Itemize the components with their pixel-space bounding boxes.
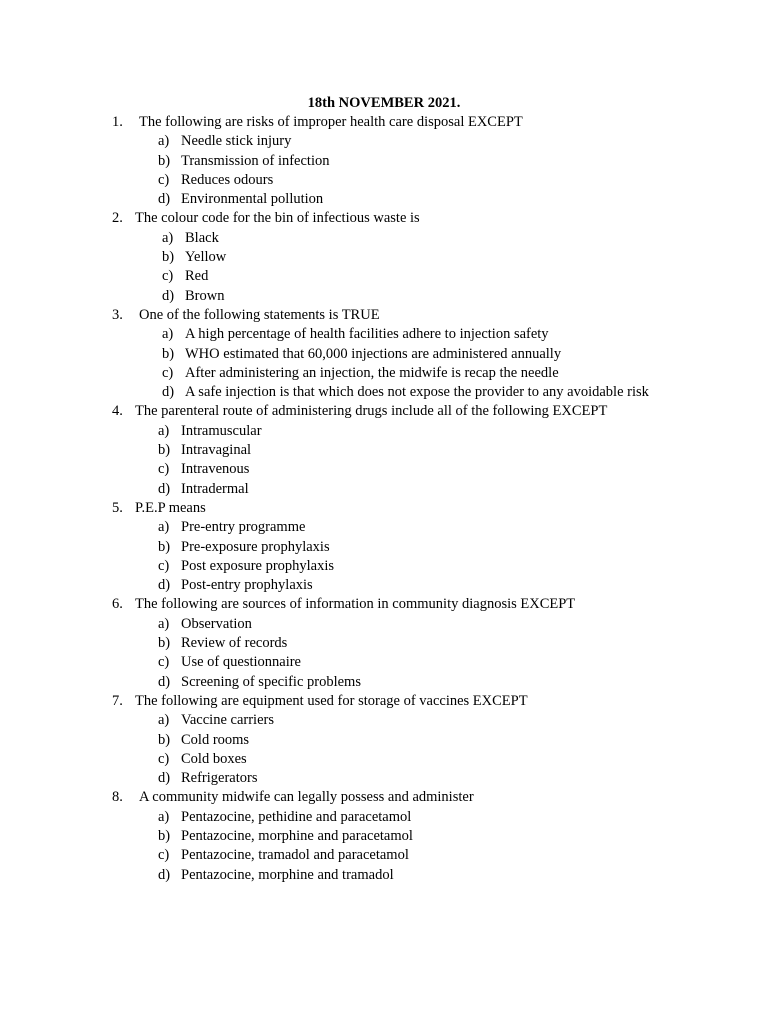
option-a: [0, 711, 768, 730]
option-letter: c): [162, 268, 174, 285]
option-letter: d): [158, 577, 171, 594]
option-letter: b): [158, 731, 171, 748]
option-text: Reduces odours: [181, 171, 274, 188]
question-5: [0, 499, 768, 595]
option-text: Transmission of infection: [181, 152, 330, 169]
option-d: [0, 769, 768, 788]
question-text: The parenteral route of administering drugs include all of the following EXCEPT: [135, 403, 608, 420]
option-letter: c): [158, 847, 170, 864]
option-text: Cold rooms: [181, 731, 250, 748]
option-text: Vaccine carriers: [181, 712, 274, 729]
question-2: [0, 209, 768, 305]
option-letter: a): [158, 808, 170, 825]
option-text: A safe injection is that which does not expose the provider to any avoidable risk: [185, 384, 649, 401]
option-text: Intramuscular: [181, 422, 262, 439]
option-letter: c): [158, 750, 170, 767]
option-text: After administering an injection, the midwife is recap the needle: [185, 364, 559, 381]
option-letter: b): [158, 538, 171, 555]
option-b: [0, 248, 768, 267]
option-text: Pentazocine, morphine and paracetamol: [181, 827, 413, 844]
option-a: [0, 325, 768, 344]
option-text: A high percentage of health facilities adhere to injection safety: [185, 326, 549, 343]
question-text: P.E.P means: [135, 499, 206, 516]
option-d: [0, 480, 768, 499]
option-b: [0, 441, 768, 460]
option-b: [0, 538, 768, 557]
question-text: The following are risks of improper health care disposal EXCEPT: [139, 114, 523, 130]
option-letter: a): [158, 133, 170, 150]
question-6: [0, 595, 768, 691]
option-text: Needle stick injury: [181, 133, 292, 150]
option-text: Use of questionnaire: [181, 654, 301, 671]
option-c: [0, 267, 768, 286]
question-text: A community midwife can legally possess and administer: [139, 789, 474, 806]
option-text: Pre-exposure prophylaxis: [181, 538, 330, 555]
option-a: [0, 132, 768, 151]
question-text: One of the following statements is TRUE: [139, 306, 380, 323]
option-c: [0, 557, 768, 576]
option-text: Brown: [185, 287, 225, 304]
question-number: 5.: [112, 499, 123, 516]
option-letter: a): [162, 229, 174, 246]
option-text: Intravaginal: [181, 442, 252, 459]
option-letter: b): [158, 442, 171, 459]
option-letter: a): [158, 519, 170, 536]
question-4: [0, 402, 768, 498]
document-title: 18th NOVEMBER 2021.: [307, 95, 461, 111]
option-letter: b): [158, 152, 171, 169]
option-b: [0, 827, 768, 846]
question-3: [0, 306, 768, 402]
option-letter: d): [158, 191, 171, 208]
option-letter: b): [162, 345, 175, 362]
question-number: 7.: [112, 692, 123, 709]
option-letter: d): [158, 673, 171, 690]
option-letter: d): [158, 480, 171, 497]
option-letter: c): [162, 364, 174, 381]
option-a: [0, 422, 768, 441]
question-1: [0, 113, 768, 209]
option-a: [0, 808, 768, 827]
option-letter: b): [162, 249, 175, 266]
option-letter: b): [158, 635, 171, 652]
option-d: [0, 673, 768, 692]
option-text: Observation: [181, 615, 252, 632]
option-text: Yellow: [185, 249, 227, 266]
question-text: The colour code for the bin of infectious waste is: [135, 210, 420, 227]
option-d: [0, 287, 768, 306]
option-d: [0, 866, 768, 885]
option-text: Pentazocine, tramadol and paracetamol: [181, 847, 409, 864]
question-text: The following are equipment used for storage of vaccines EXCEPT: [135, 692, 528, 709]
option-letter: b): [158, 827, 171, 844]
option-c: [0, 846, 768, 865]
option-text: WHO estimated that 60,000 injections are administered annually: [185, 345, 562, 362]
option-c: [0, 750, 768, 769]
option-text: Intradermal: [181, 480, 249, 497]
option-b: [0, 634, 768, 653]
option-a: [0, 229, 768, 248]
option-text: Red: [185, 268, 209, 285]
option-text: Post exposure prophylaxis: [181, 557, 335, 574]
option-c: [0, 460, 768, 479]
option-d: [0, 576, 768, 595]
option-b: [0, 345, 768, 364]
option-text: Refrigerators: [181, 770, 258, 787]
option-letter: c): [158, 461, 170, 478]
question-number: 4.: [112, 403, 123, 420]
option-b: [0, 152, 768, 171]
option-text: Screening of specific problems: [181, 673, 361, 690]
option-letter: a): [158, 712, 170, 729]
option-letter: c): [158, 557, 170, 574]
option-text: Environmental pollution: [181, 191, 324, 208]
option-text: Pentazocine, pethidine and paracetamol: [181, 808, 412, 825]
option-c: [0, 364, 768, 383]
option-c: [0, 171, 768, 190]
option-letter: a): [158, 615, 170, 632]
question-number: 6.: [112, 596, 123, 613]
question-8: [0, 788, 768, 884]
option-d: [0, 190, 768, 209]
option-text: Review of records: [181, 635, 288, 652]
option-text: Black: [185, 229, 219, 246]
option-a: [0, 518, 768, 537]
option-text: Pre-entry programme: [181, 519, 306, 536]
option-letter: a): [158, 422, 170, 439]
option-d: [0, 383, 768, 402]
option-c: [0, 653, 768, 672]
question-number: 8.: [112, 789, 123, 806]
option-b: [0, 731, 768, 750]
option-text: Pentazocine, morphine and tramadol: [181, 866, 394, 883]
question-number: 3.: [112, 306, 123, 323]
question-text: The following are sources of information in community diagnosis EXCEPT: [135, 596, 576, 613]
option-letter: c): [158, 654, 170, 671]
question-list: [0, 113, 768, 885]
option-text: Intravenous: [181, 461, 250, 478]
question-number: 1.: [112, 114, 123, 130]
option-letter: c): [158, 171, 170, 188]
option-text: Post-entry prophylaxis: [181, 577, 313, 594]
question-7: [0, 692, 768, 788]
option-letter: d): [162, 384, 175, 401]
option-letter: d): [158, 866, 171, 883]
option-letter: a): [162, 326, 174, 343]
question-number: 2.: [112, 210, 123, 227]
option-letter: d): [162, 287, 175, 304]
option-a: [0, 615, 768, 634]
option-text: Cold boxes: [181, 750, 247, 767]
option-letter: d): [158, 770, 171, 787]
